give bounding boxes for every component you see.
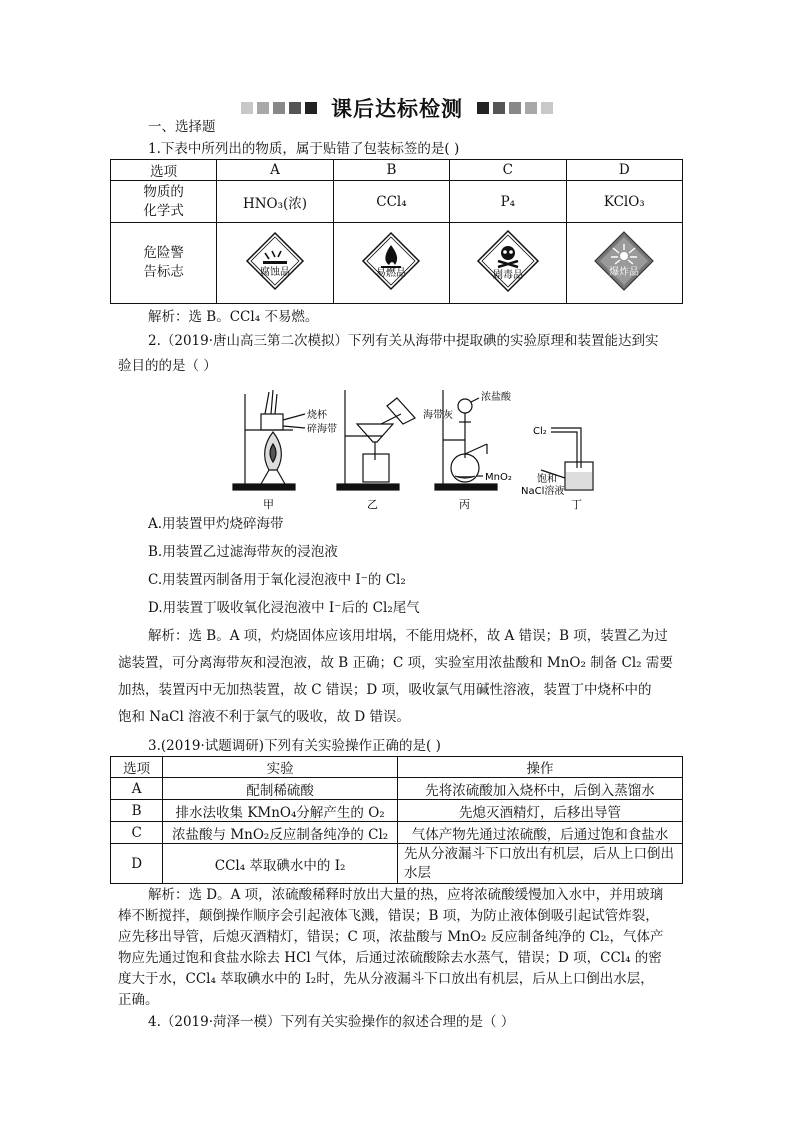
decor-square xyxy=(305,102,317,114)
decor-square xyxy=(541,102,553,114)
fig-label-kelp: 碎海带 xyxy=(307,424,337,435)
fig-label-hcl: 浓盐酸 xyxy=(481,392,511,403)
fig-label-mno2: MnO₂ xyxy=(485,472,512,483)
fig-label-cl2: Cl₂ xyxy=(533,426,547,437)
apparatus-yi xyxy=(337,390,415,490)
explosive-sign-icon xyxy=(593,230,655,292)
q3-analysis-line: 解析：选 D。A 项，浓硫酸稀释时放出大量的热，应将浓硫酸缓慢加入水中，并用玻璃 xyxy=(148,887,664,903)
fig-label-ash: 海带灰 xyxy=(423,410,453,421)
q1-sign-cell xyxy=(217,223,333,304)
q3-cell: CCl₄ 萃取碘水中的 I₂ xyxy=(163,844,398,884)
q3-cell: 先熄灭酒精灯，后移出导管 xyxy=(397,800,682,822)
q1-answer: 解析：选 B。CCl₄ 不易燃。 xyxy=(148,309,319,325)
decor-square xyxy=(509,102,521,114)
fig-label-yi: 乙 xyxy=(367,498,378,511)
q3-analysis-line: 正确。 xyxy=(118,992,159,1008)
q1-formula: KClO₃ xyxy=(566,181,682,223)
decor-square xyxy=(241,102,253,114)
flammable-sign-icon xyxy=(361,231,421,291)
q2-stem-b: 验目的的是（ ） xyxy=(118,358,217,374)
q2-analysis-line: 加热，装置丙中无加热装置，故 C 错误；D 项，吸收氯气用碱性溶液，装置丁中烧杯中的 xyxy=(118,682,652,698)
apparatus-figure xyxy=(225,384,605,512)
q1-stem: 1.下表中所列出的物质，属于贴错了包装标签的是( ) xyxy=(148,141,460,157)
q1-header: 选项 xyxy=(111,160,217,181)
q1-header: A xyxy=(217,160,333,181)
q1-formula: CCl₄ xyxy=(333,181,449,223)
q3-analysis-line: 度大于水，CCl₄ 萃取碘水中的 I₂时，先从分液漏斗下口放出有机层，后从上口倒出水层， xyxy=(118,971,654,987)
decor-square xyxy=(257,102,269,114)
q2-option-a: A.用装置甲灼烧碎海带 xyxy=(148,516,284,532)
q3-stem: 3.(2019·试题调研)下列有关实验操作正确的是( ) xyxy=(148,738,441,754)
q1-row-label xyxy=(111,181,217,223)
fig-label-ding: 丁 xyxy=(571,498,582,511)
decor-square xyxy=(273,102,285,114)
q3-cell: 先将浓硫酸加入烧杯中，后倒入蒸馏水 xyxy=(397,778,682,800)
sign-label: 腐蚀品 xyxy=(260,267,290,278)
q3-cell: 浓盐酸与 MnO₂反应制备纯净的 Cl₂ xyxy=(163,822,398,844)
title-row xyxy=(0,93,794,123)
q1-row2-label: 危险警告标志 xyxy=(143,245,184,280)
fig-label-bing: 丙 xyxy=(459,498,470,511)
toxic-sign-icon xyxy=(476,229,540,293)
sign-label: 剧毒品 xyxy=(492,270,523,281)
q2-option-c: C.用装置丙制备用于氧化浸泡液中 I⁻的 Cl₂ xyxy=(148,572,406,588)
q3-table xyxy=(110,756,683,884)
q1-header: B xyxy=(333,160,449,181)
q3-analysis-line: 应先移出导管，后熄灭酒精灯，错误；C 项，浓盐酸与 MnO₂ 反应制备纯净的 Cl₂，气体产 xyxy=(118,929,664,945)
q3-cell: 排水法收集 KMnO₄分解产生的 O₂ xyxy=(163,800,398,822)
sign-label: 易燃品 xyxy=(376,268,407,279)
decor-square xyxy=(525,102,537,114)
q3-cell: D xyxy=(111,844,163,884)
fig-label-jia: 甲 xyxy=(263,498,274,511)
q4-stem: 4.（2019·菏泽一模）下列有关实验操作的叙述合理的是（ ） xyxy=(148,1014,515,1030)
q1-header: D xyxy=(566,160,682,181)
sign-label: 爆炸品 xyxy=(609,267,640,278)
q3-cell: A xyxy=(111,778,163,800)
q3-header: 实验 xyxy=(163,757,398,778)
corrosive-sign-icon xyxy=(245,231,305,291)
q3-header: 操作 xyxy=(397,757,682,778)
q3-cell: B xyxy=(111,800,163,822)
q2-analysis-line: 解析：选 B。A 项，灼烧固体应该用坩埚，不能用烧杯，故 A 错误；B 项，装置乙为过 xyxy=(148,628,668,644)
fig-label-saturated: 饱和 xyxy=(537,474,557,485)
q1-formula: HNO₃(浓) xyxy=(217,181,333,223)
decor-square xyxy=(493,102,505,114)
q3-header: 选项 xyxy=(111,757,163,778)
q1-header: C xyxy=(450,160,566,181)
q1-table xyxy=(110,159,683,304)
section-label: 一、选择题 xyxy=(148,119,216,135)
fig-label-nacl: NaCl溶液 xyxy=(521,486,565,497)
q2-option-b: B.用装置乙过滤海带灰的浸泡液 xyxy=(148,544,338,560)
q1-formula: P₄ xyxy=(450,181,566,223)
decor-square xyxy=(477,102,489,114)
q2-option-d: D.用装置丁吸收氧化浸泡液中 I⁻后的 Cl₂尾气 xyxy=(148,600,420,616)
q3-cell: 先从分液漏斗下口放出有机层，后从上口倒出水层 xyxy=(397,844,682,884)
q2-stem-a: 2.（2019·唐山高三第二次模拟）下列有关从海带中提取碘的实验原理和装置能达到实 xyxy=(148,333,659,349)
q3-cell: 配制稀硫酸 xyxy=(163,778,398,800)
q1-sign-cell xyxy=(450,223,566,304)
apparatus-jia xyxy=(233,390,305,490)
page-title: 课后达标检测 xyxy=(331,97,463,121)
q1-sign-cell xyxy=(333,223,449,304)
q1-sign-cell xyxy=(566,223,682,304)
q2-analysis-line: 饱和 NaCl 溶液不利于氯气的吸收，故 D 错误。 xyxy=(118,709,410,725)
q3-analysis-line: 物应先通过饱和食盐水除去 HCl 气体，后通过浓硫酸除去水蒸气，错误；D 项，CCl₄ 的密 xyxy=(118,950,662,966)
q3-cell: C xyxy=(111,822,163,844)
q2-analysis-line: 滤装置，可分离海带灰和浸泡液，故 B 正确；C 项，实验室用浓盐酸和 MnO₂ 制备 Cl₂ 需要 xyxy=(118,655,673,671)
fig-label-beaker: 烧杯 xyxy=(307,410,327,421)
q3-analysis-line: 棒不断搅拌，颠倒操作顺序会引起液体飞溅，错误；B 项，为防止液体倒吸引起试管炸裂， xyxy=(118,908,659,924)
q1-row-label xyxy=(111,223,217,304)
q1-row1-label: 物质的化学式 xyxy=(143,183,184,219)
q3-cell: 气体产物先通过浓硫酸，后通过饱和食盐水 xyxy=(397,822,682,844)
decor-square xyxy=(289,102,301,114)
